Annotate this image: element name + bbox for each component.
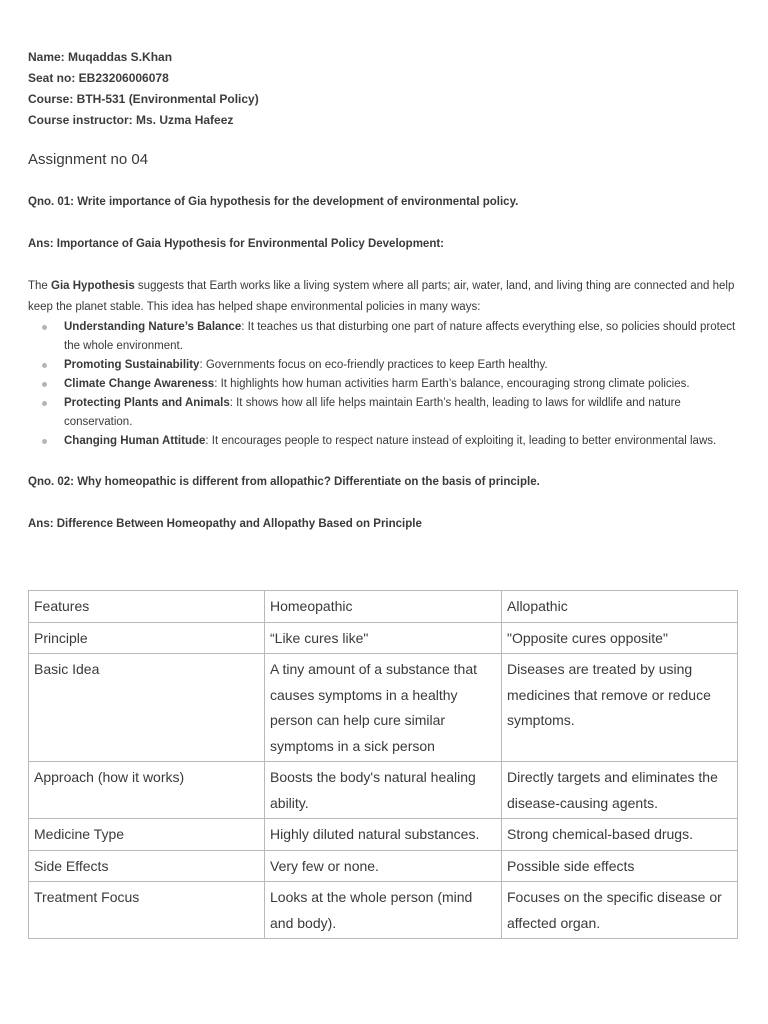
table-cell: Basic Idea xyxy=(29,654,265,762)
point-text: : It shows how all life helps maintain Earth’s health, leading to laws for wildlife and nature conservation. xyxy=(64,397,681,428)
intro-rest: suggests that Earth works like a living system where all parts; air, water, land, and living thing are connected and help keep the planet stable. This idea has helped shape environmental policies in many ways: xyxy=(28,280,735,313)
bullet-icon xyxy=(42,382,47,387)
table-cell: Principle xyxy=(29,622,265,654)
list-item xyxy=(28,432,740,451)
bullet-icon xyxy=(42,401,47,406)
point-title: Changing Human Attitude xyxy=(64,435,206,447)
answer-2-heading: Ans: Difference Between Homeopathy and Allopathy Based on Principle xyxy=(28,518,422,530)
table-cell: Side Effects xyxy=(29,850,265,882)
table-cell: Very few or none. xyxy=(265,850,502,882)
table-row xyxy=(29,622,738,654)
table-cell: Diseases are treated by using medicines that remove or reduce symptoms. xyxy=(502,654,738,762)
gaia-intro-paragraph xyxy=(28,276,740,318)
header-cell-allopathic: Allopathic xyxy=(502,591,738,623)
point-title: Climate Change Awareness xyxy=(64,378,215,390)
table-cell: Looks at the whole person (mind and body). xyxy=(265,882,502,939)
header-cell-features: Features xyxy=(29,591,265,623)
point-title: Protecting Plants and Animals xyxy=(64,397,230,409)
comparison-table xyxy=(28,590,738,939)
table-cell: Strong chemical-based drugs. xyxy=(502,819,738,851)
question-1: Qno. 01: Write importance of Gia hypothesis for the development of environmental policy. xyxy=(28,196,519,208)
question-2: Qno. 02: Why homeopathic is different from allopathic? Differentiate on the basis of principle. xyxy=(28,476,540,488)
seat-number: Seat no: EB23206006078 xyxy=(28,71,169,85)
point-text: : It encourages people to respect nature instead of exploiting it, leading to better environmental laws. xyxy=(205,435,717,447)
intro-bold-term: Gia Hypothesis xyxy=(51,280,135,292)
table-cell: Boosts the body's natural healing ability. xyxy=(265,762,502,819)
table-cell: “Like cures like" xyxy=(265,622,502,654)
assignment-title: Assignment no 04 xyxy=(28,151,149,168)
list-item xyxy=(28,318,740,356)
list-item xyxy=(28,375,740,394)
point-text: : It highlights how human activities harm Earth’s balance, encouraging strong climate policies. xyxy=(214,378,690,390)
list-item xyxy=(28,394,740,432)
point-text: : It teaches us that disturbing one part of nature affects everything else, so policies should protect the whole environment. xyxy=(64,321,736,352)
table-cell: Treatment Focus xyxy=(29,882,265,939)
course-name: Course: BTH-531 (Environmental Policy) xyxy=(28,92,259,106)
table-row xyxy=(29,819,738,851)
table-header-row xyxy=(29,591,738,623)
table-row xyxy=(29,882,738,939)
table-row xyxy=(29,762,738,819)
bullet-icon xyxy=(42,325,47,330)
point-text: : Governments focus on eco-friendly practices to keep Earth healthy. xyxy=(199,359,548,371)
table-cell: Approach (how it works) xyxy=(29,762,265,819)
point-title: Understanding Nature’s Balance xyxy=(64,321,242,333)
point-title: Promoting Sustainability xyxy=(64,359,200,371)
table-cell: Medicine Type xyxy=(29,819,265,851)
intro-prefix: The xyxy=(28,280,52,292)
course-instructor: Course instructor: Ms. Uzma Hafeez xyxy=(28,113,234,127)
bullet-icon xyxy=(42,439,47,444)
table-cell: Focuses on the specific disease or affected organ. xyxy=(502,882,738,939)
bullet-icon xyxy=(42,363,47,368)
table-cell: Highly diluted natural substances. xyxy=(265,819,502,851)
gaia-points-list xyxy=(28,318,740,451)
header-cell-homeopathic: Homeopathic xyxy=(265,591,502,623)
table-cell: A tiny amount of a substance that causes symptoms in a healthy person can help cure similar symptoms in a sick person xyxy=(265,654,502,762)
table-cell: "Opposite cures opposite" xyxy=(502,622,738,654)
document-body xyxy=(28,47,740,532)
table-row xyxy=(29,850,738,882)
student-name: Name: Muqaddas S.Khan xyxy=(28,50,173,64)
table-cell: Directly targets and eliminates the disease-causing agents. xyxy=(502,762,738,819)
list-item xyxy=(28,356,740,375)
table-row xyxy=(29,654,738,762)
table-cell: Possible side effects xyxy=(502,850,738,882)
answer-1-heading: Ans: Importance of Gaia Hypothesis for Environmental Policy Development: xyxy=(28,238,444,250)
